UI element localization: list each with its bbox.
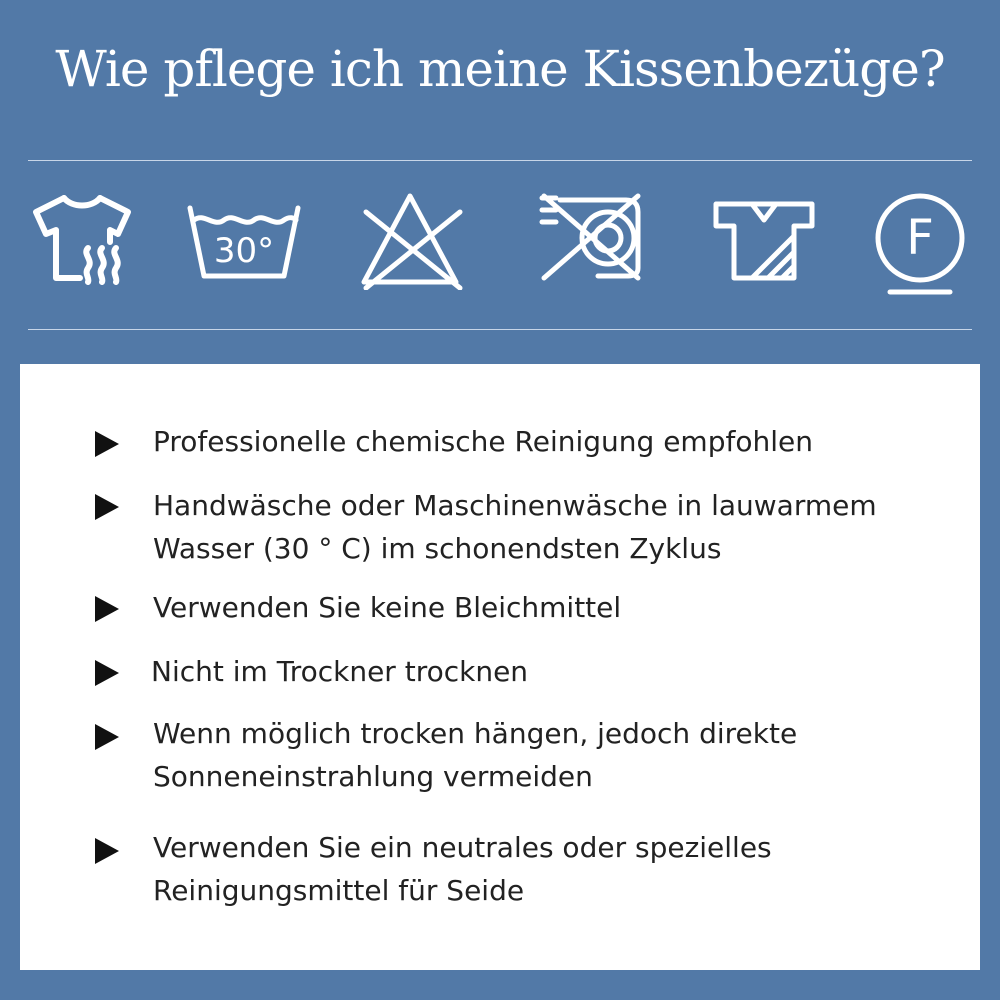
instruction-text: Verwenden Sie keine Bleichmittel (153, 591, 622, 624)
bullet-arrow-icon (95, 494, 119, 520)
bullet-arrow-icon (95, 724, 119, 750)
bullet-arrow-icon (95, 431, 119, 457)
care-icons-row (0, 190, 1000, 300)
dry-clean-letter: F (906, 210, 934, 266)
dry-clean-f-icon (872, 190, 968, 298)
no-bleach-icon (356, 190, 464, 290)
wash-30-icon (186, 190, 302, 280)
divider-bottom (28, 329, 972, 330)
instructions-card (20, 364, 980, 970)
wash-temperature-label: 30° (213, 231, 275, 271)
instruction-text: Nicht im Trockner trocknen (151, 655, 529, 688)
bullet-arrow-icon (95, 596, 119, 622)
bullet-arrow-icon (95, 838, 119, 864)
page-title: Wie pflege ich meine Kissenbezüge? (55, 40, 945, 98)
bullet-arrow-icon (95, 660, 119, 686)
instruction-text: Wenn möglich trocken hängen, jedoch direkte Sonneneinstrahlung vermeiden (153, 717, 798, 793)
instruction-text: Professionelle chemische Reinigung empfohlen (153, 425, 813, 458)
instruction-text: Verwenden Sie ein neutrales oder spezielles Reinigungsmittel für Seide (153, 831, 772, 907)
steam-shirt-icon (32, 190, 132, 285)
hang-dry-icon (712, 190, 816, 282)
no-tumble-dry-icon (538, 190, 646, 282)
instruction-text: Handwäsche oder Maschinenwäsche in lauwarmem Wasser (30 ° C) im schonendsten Zyklus (153, 489, 877, 565)
divider-top (28, 160, 972, 161)
